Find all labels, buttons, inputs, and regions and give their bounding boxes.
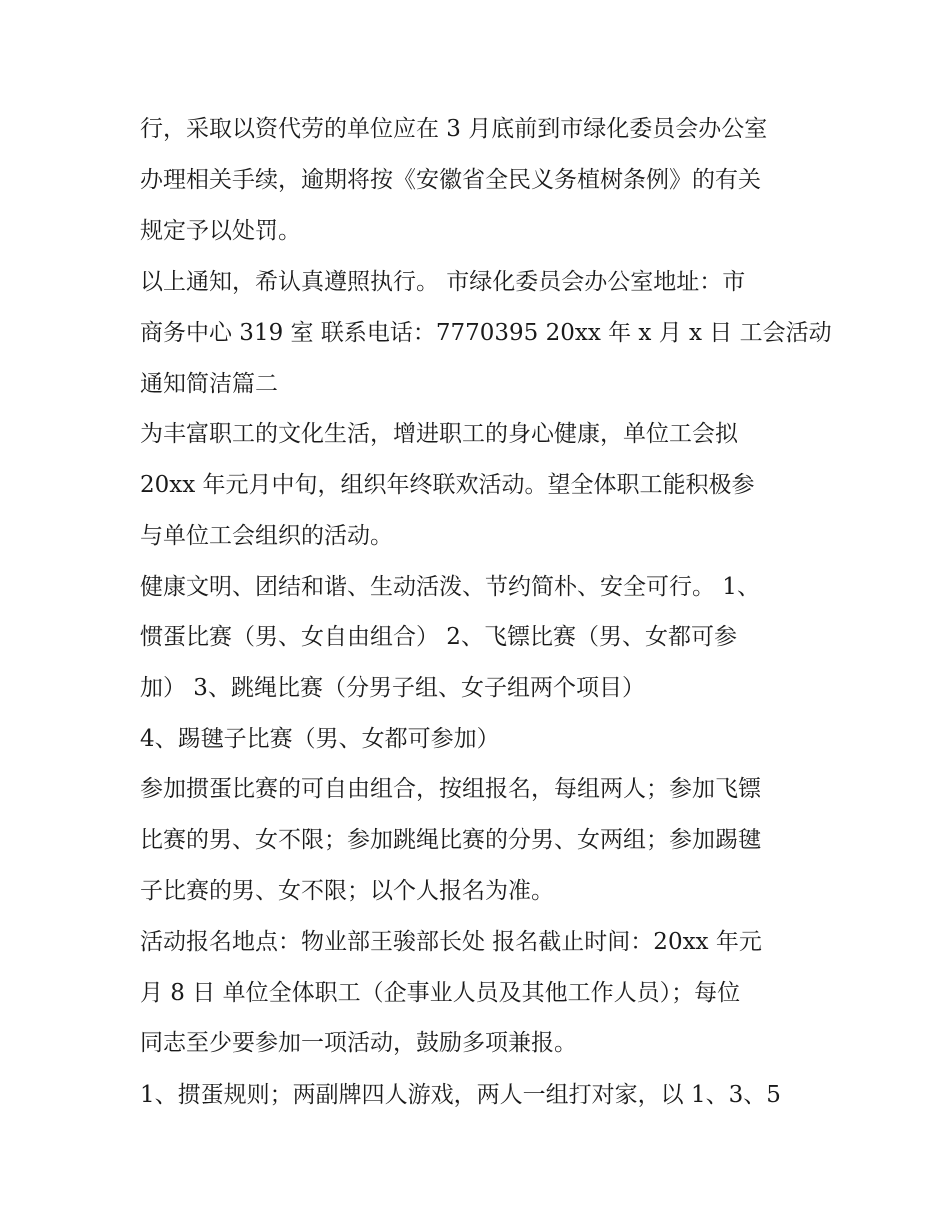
text-line: 加） 3、跳绳比赛（分男子组、女子组两个项目） [140, 675, 645, 701]
text-line: 20xx 年元月中旬，组织年终联欢活动。望全体职工能积极参 [140, 472, 755, 498]
text-line: 子比赛的男、女不限；以个人报名为准。 [140, 878, 554, 904]
text-line: 健康文明、团结和谐、生动活泼、节约简朴、安全可行。 1、 [140, 574, 760, 600]
text-line: 行，采取以资代劳的单位应在 3 月底前到市绿化委员会办公室 [140, 116, 768, 142]
text-line: 活动报名地点：物业部王骏部长处 报名截止时间：20xx 年元 [140, 929, 762, 955]
text-line: 规定予以处罚。 [140, 218, 301, 244]
text-line: 比赛的男、女不限；参加跳绳比赛的分男、女两组；参加踢毽 [140, 827, 761, 853]
text-line: 同志至少要参加一项活动，鼓励多项兼报。 [140, 1030, 577, 1056]
text-line: 与单位工会组织的活动。 [140, 523, 393, 549]
text-line: 4、踢毽子比赛（男、女都可参加） [140, 726, 500, 752]
text-line: 商务中心 319 室 联系电话：7770395 20xx 年 x 月 x 日 工会活动 [140, 320, 832, 346]
text-line: 参加掼蛋比赛的可自由组合，按组报名，每组两人；参加飞镖 [140, 776, 761, 802]
text-line: 1、掼蛋规则；两副牌四人游戏，两人一组打对家，以 1、3、5 [140, 1082, 781, 1108]
text-line: 以上通知，希认真遵照执行。 市绿化委员会办公室地址：市 [140, 269, 746, 295]
text-line: 通知简洁篇二 [140, 371, 278, 397]
text-line: 惯蛋比赛（男、女自由组合） 2、飞镖比赛（男、女都可参 [140, 624, 737, 650]
text-line: 月 8 日 单位全体职工（企事业人员及其他工作人员）；每位 [140, 980, 741, 1006]
text-line: 为丰富职工的文化生活，增进职工的身心健康，单位工会拟 [140, 421, 738, 447]
text-line: 办理相关手续，逾期将按《安徽省全民义务植树条例》的有关 [140, 167, 761, 193]
